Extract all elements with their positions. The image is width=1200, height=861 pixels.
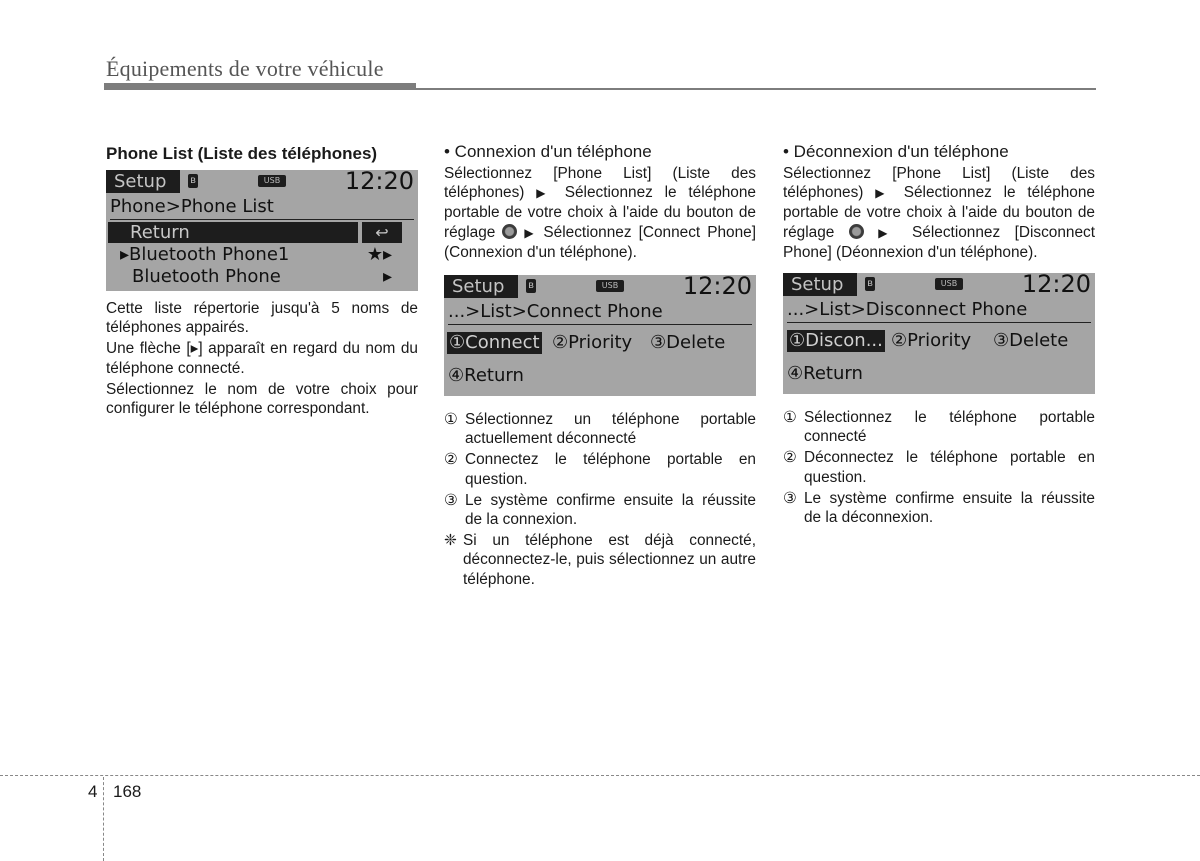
note-text: Si un téléphone est déjà connecté, déconnectez-le, puis sélectionnez un autre téléphone. (463, 532, 756, 588)
lcd-clock: 12:20 (1021, 270, 1091, 299)
lcd-path: Phone>Phone List (110, 196, 274, 217)
lcd-option-priority: ②Priority (552, 332, 633, 354)
lcd-screen-disconnect (783, 270, 1095, 394)
chapter-number: 4 (88, 782, 98, 801)
lcd-separator (787, 322, 1091, 323)
page-header-title: Équipements de votre véhicule (106, 56, 384, 81)
usb-icon: USB (935, 278, 963, 290)
paragraph-3: Sélectionnez le nom de votre choix pour configurer le téléphone correspondant. (106, 380, 418, 418)
step-1 (783, 408, 1095, 446)
arrow-icon: ▶ (536, 186, 553, 201)
column-disconnect-phone (783, 140, 1095, 527)
lcd-setup-label: Setup (106, 170, 180, 193)
bluetooth-icon: ʙ (188, 174, 198, 188)
steps-list (444, 410, 756, 589)
header-rule-thick (104, 83, 416, 90)
arrow-icon: ▸ (382, 266, 392, 287)
lcd-option-disconnect: ①Discon... (789, 330, 883, 352)
bluetooth-icon: ʙ (865, 277, 875, 291)
lcd-row-label: Bluetooth Phone (132, 266, 281, 287)
arrow-icon: ▶ (524, 225, 537, 240)
step-number: ③ (783, 489, 797, 507)
step-text: Le système confirme ensuite la réussite de la déconnexion. (804, 489, 1095, 527)
lcd-setup-label: Setup (444, 275, 518, 298)
section-heading-phone-list: Phone List (Liste des téléphones) (106, 144, 378, 163)
lcd-option-connect: ①Connect (449, 332, 540, 354)
lcd-path: ...>List>Connect Phone (448, 301, 663, 323)
lcd-row-label: ▸Bluetooth Phone1 (120, 244, 290, 265)
lcd-option-delete: ③Delete (650, 332, 726, 354)
lcd-option-return: ④Return (787, 363, 863, 385)
step-number: ① (444, 411, 458, 429)
footer-vertical-rule (103, 777, 104, 861)
section-heading-connect: • Connexion d'un téléphone (444, 142, 652, 161)
step-text: Sélectionnez le téléphone portable connecté (804, 409, 1095, 446)
dial-icon (849, 224, 864, 239)
arrow-icon: ▶ (875, 186, 892, 201)
step-3 (444, 491, 756, 529)
note-symbol: ❈ (444, 532, 457, 550)
step-text: Connectez le téléphone portable en question. (465, 451, 756, 488)
paragraph-2: Une flèche [▸] apparaît en regard du nom du téléphone connecté. (106, 340, 418, 377)
step-2 (783, 448, 1095, 486)
intro-text-a: Sélectionnez [Phone List] (Liste des téléphones) (783, 165, 1095, 202)
step-number: ② (783, 449, 797, 467)
dial-icon (502, 224, 517, 239)
back-icon: ↩ (362, 222, 402, 243)
step-1 (444, 410, 756, 448)
lcd-option-priority: ②Priority (891, 330, 972, 352)
footer-rule (0, 775, 1200, 776)
paragraph-1: Cette liste répertorie jusqu'à 5 noms de téléphones appairés. (106, 300, 418, 337)
step-number: ① (783, 409, 797, 427)
lcd-path: ...>List>Disconnect Phone (787, 299, 1028, 321)
lcd-row-bluetooth-phone1 (108, 244, 414, 266)
lcd-option-return: ④Return (448, 365, 524, 387)
step-number: ② (444, 451, 458, 469)
intro-text-a: Sélectionnez [Phone List] (Liste des téléphones) (444, 165, 756, 202)
page-number: 168 (113, 782, 142, 801)
step-text: Sélectionnez un téléphone portable actuellement déconnecté (465, 411, 756, 448)
usb-icon: USB (258, 175, 286, 187)
step-number: ③ (444, 491, 458, 509)
column-connect-phone (444, 140, 756, 589)
lcd-screen-connect (444, 272, 756, 396)
lcd-clock: 12:20 (682, 272, 752, 301)
usb-icon: USB (596, 280, 624, 292)
intro-paragraph (783, 164, 1095, 262)
note (444, 531, 756, 589)
step-2 (444, 450, 756, 488)
lcd-row-return: Return (108, 222, 358, 243)
star-arrow-icon: ★▸ (366, 244, 392, 265)
intro-paragraph (444, 164, 756, 262)
header-rule-thin (416, 88, 1096, 90)
intro-text-b: Sélectionnez le téléphone portable de votre choix à l'aide du bouton de réglage (444, 184, 756, 241)
bluetooth-icon: ʙ (526, 279, 536, 293)
steps-list (783, 408, 1095, 527)
column-phone-list (106, 140, 418, 418)
lcd-row-bluetooth-phone (108, 266, 414, 288)
lcd-separator (110, 219, 414, 220)
step-3 (783, 489, 1095, 527)
lcd-option-delete: ③Delete (993, 330, 1069, 352)
intro-text-c: Sélectionnez [Disconnect Phone] (Déonnexion d'un téléphone). (783, 223, 1096, 261)
intro-text-b: Sélectionnez le téléphone portable de votre choix à l'aide du bouton de réglage (783, 184, 1095, 241)
intro-text-c: Sélectionnez [Connect Phone] (Connexion d'un téléphone). (444, 223, 756, 261)
step-text: Déconnectez le téléphone portable en question. (804, 449, 1095, 486)
step-text: Le système confirme ensuite la réussite de la connexion. (465, 491, 756, 529)
lcd-setup-label: Setup (783, 273, 857, 296)
lcd-separator (448, 324, 752, 325)
lcd-screen-phone-list (106, 167, 418, 291)
section-heading-disconnect: • Déconnexion d'un téléphone (783, 142, 1009, 161)
lcd-clock: 12:20 (344, 167, 414, 195)
arrow-icon: ▶ (878, 225, 898, 240)
